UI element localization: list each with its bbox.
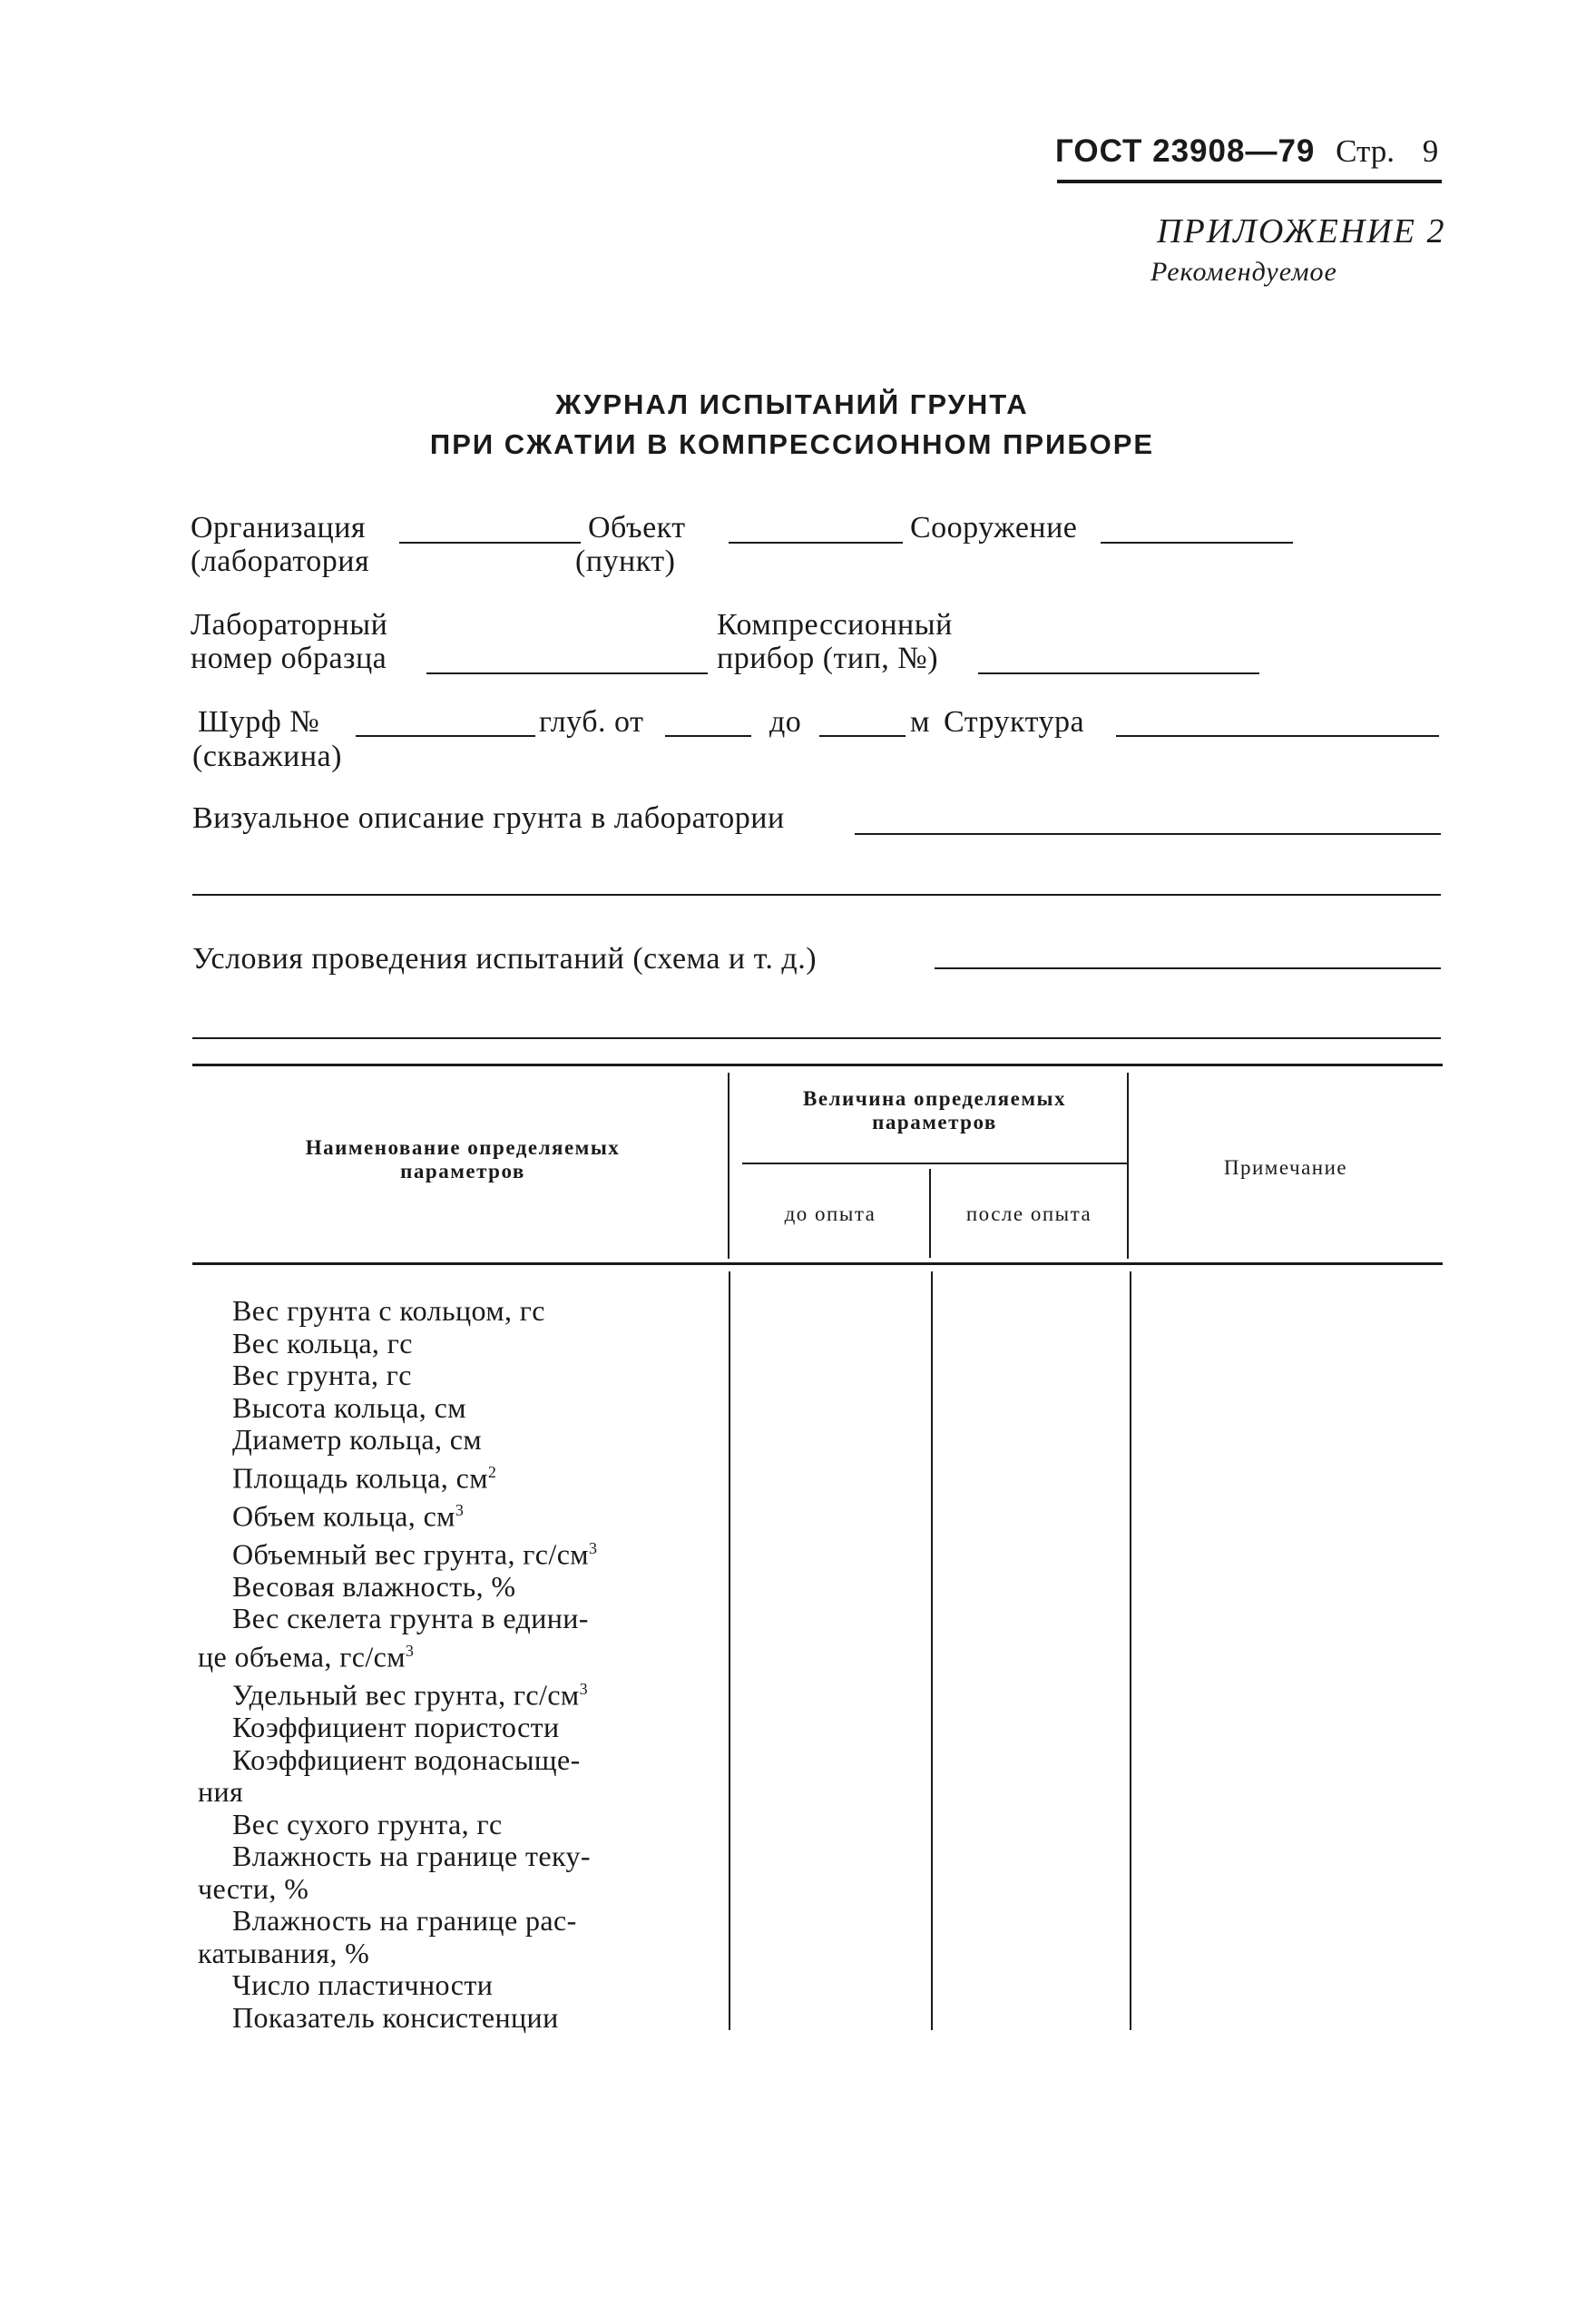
table-top-rule <box>192 1064 1443 1066</box>
table-row: Показатель консистенции <box>232 2000 559 2034</box>
parameter-list <box>198 1295 597 2034</box>
table-row: катывания, % <box>198 1936 370 1969</box>
table-header-rule <box>192 1262 1443 1265</box>
table-vline-1 <box>728 1073 729 1259</box>
table-row: Объем кольца, $см^3$ <box>232 1499 465 1533</box>
table-row: ния <box>198 1775 244 1809</box>
table-row: Вес грунта, гс <box>232 1359 412 1391</box>
visual-label: Визуальное описание грунта в лаборатории <box>192 801 785 835</box>
table-values-subrule <box>742 1163 1127 1164</box>
depth-to-blank <box>819 735 906 737</box>
conditions-blank <box>935 967 1441 969</box>
structure-label: Сооружение <box>910 511 1078 545</box>
appendix-subtitle: Рекомендуемое <box>1150 257 1337 287</box>
table-row: Коэффициент пористости <box>232 1711 560 1744</box>
meters-label: м <box>910 705 931 739</box>
table-row: Объемный вес грунта, $гс/см^3$ <box>232 1537 598 1571</box>
table-row: Вес скелета грунта в едини- <box>232 1602 589 1635</box>
depth-from-blank <box>665 735 751 737</box>
table-row: Влажность на границе теку- <box>232 1840 591 1873</box>
conditions-label: Условия проведения испытаний (схема и т. д.) <box>192 942 818 976</box>
depth-to-label: до <box>769 705 802 739</box>
page-header <box>1055 133 1438 170</box>
table-body-vline-3 <box>1130 1271 1131 2030</box>
lab-number-label-2: номер образца <box>191 642 387 675</box>
table-row: Площадь кольца, $см^2$ <box>232 1461 497 1495</box>
col-after-header: после опыта <box>965 1202 1092 1225</box>
visual-blank <box>855 833 1441 835</box>
conditions-blank-2 <box>192 1037 1441 1039</box>
organization-label: Организация <box>191 511 367 545</box>
point-label: (пункт) <box>575 545 676 578</box>
structure2-blank <box>1116 735 1439 737</box>
table-row: Вес кольца, гс <box>232 1326 413 1359</box>
table-body-vline-2 <box>931 1271 933 2030</box>
table-row: Число пластичности <box>232 1968 494 2002</box>
table-row: Коэффициент водонасыще- <box>232 1742 581 1776</box>
table-row: Удельный вес грунта, $гс/см^3$ <box>232 1678 588 1712</box>
table-row: Весовая влажность, % <box>232 1569 516 1603</box>
visual-blank-2 <box>192 894 1441 896</box>
page-label: Стр. <box>1336 133 1395 169</box>
table-row: Высота кольца, см <box>232 1390 466 1424</box>
page-title-line1: ЖУРНАЛ ИСПЫТАНИЙ ГРУНТА <box>555 388 1029 420</box>
table-row: чести, % <box>198 1871 309 1905</box>
lab-number-label-1: Лабораторный <box>191 608 388 642</box>
table-row: Вес сухого грунта, гс <box>232 1807 503 1840</box>
device-blank <box>978 672 1259 674</box>
table-row: це объема, $гс/см^3$ <box>198 1640 415 1673</box>
device-label-2: прибор (тип, №) <box>717 642 939 675</box>
col-before-header: до опыта <box>784 1202 876 1225</box>
pit-label: Шурф № <box>198 705 320 739</box>
appendix-title: ПРИЛОЖЕНИЕ 2 <box>1157 212 1446 250</box>
pit-blank <box>356 735 535 737</box>
gost-number: ГОСТ 23908—79 <box>1055 133 1316 169</box>
page-number: 9 <box>1422 133 1439 169</box>
table-row: Влажность на границе рас- <box>232 1904 577 1938</box>
table-body-vline-1 <box>729 1271 730 2030</box>
col-names-header: Наименование определяемых параметров <box>305 1136 621 1182</box>
depth-from-label: глуб. от <box>539 705 644 739</box>
table-row: Диаметр кольца, см <box>232 1423 483 1456</box>
organization-blank <box>399 542 581 544</box>
header-rule <box>1057 180 1442 183</box>
well-label: (скважина) <box>192 740 342 773</box>
structure2-label: Структура <box>944 705 1085 739</box>
laboratory-label: (лаборатория <box>191 545 370 578</box>
page-title-line2: ПРИ СЖАТИИ В КОМПРЕССИОННОМ ПРИБОРЕ <box>429 428 1155 460</box>
col-note-header: Примечание <box>1223 1156 1348 1179</box>
object-label: Объект <box>588 511 686 545</box>
object-blank <box>729 542 903 544</box>
table-row: Вес грунта с кольцом, гс <box>232 1294 545 1327</box>
device-label-1: Компрессионный <box>717 608 953 642</box>
structure-blank <box>1101 542 1293 544</box>
lab-number-blank <box>426 672 708 674</box>
col-values-header: Величина определяемых параметров <box>803 1087 1066 1133</box>
